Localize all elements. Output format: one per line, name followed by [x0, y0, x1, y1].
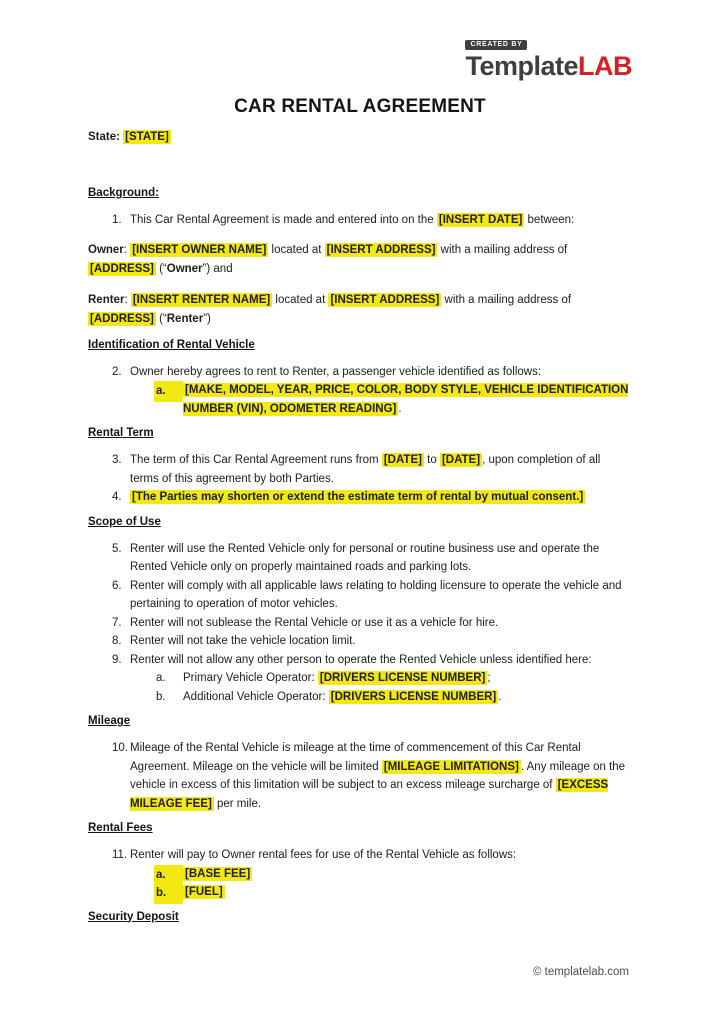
text-run: Renter will comply with all applicable laws relating to holding licensure to operate the vehicle and pertaining to operation of motor vehicles. — [130, 579, 622, 610]
list-marker: 9. — [112, 653, 122, 666]
list-item — [88, 669, 632, 688]
text-run: to — [423, 454, 440, 466]
placeholder-field: [BASE FEE] — [185, 867, 251, 880]
text-run: Mileage of the Rental Vehicle is mileage at the time of commencement of this Car Rental Agreement. Mileage on the vehicle will be limited — [130, 742, 581, 773]
list-item — [88, 632, 632, 651]
document-body — [88, 184, 632, 927]
section-heading: Scope of Use — [88, 515, 161, 528]
placeholder-field: [DATE] — [441, 454, 481, 466]
text-run: between: — [524, 214, 575, 226]
text-run: . — [398, 402, 402, 415]
list-marker: 10. — [112, 742, 128, 754]
header — [88, 0, 632, 81]
section-heading: Identification of Rental Vehicle — [88, 338, 255, 351]
section-identification — [88, 336, 632, 419]
logo-accent: LAB — [578, 51, 632, 81]
text-run: ”) and — [202, 263, 233, 275]
text-run: ; — [487, 672, 491, 684]
section-rental-term — [88, 424, 632, 507]
list-item — [88, 540, 632, 577]
list-marker: b. — [154, 883, 183, 904]
list-item — [88, 488, 632, 507]
placeholder-field: [INSERT DATE] — [438, 214, 523, 226]
text-run: Renter will not take the vehicle location limit. — [130, 635, 356, 647]
list-marker: b. — [156, 690, 166, 703]
section-security-deposit — [88, 908, 632, 927]
text-run: : — [123, 243, 131, 256]
list-item — [88, 739, 632, 813]
placeholder-field: [INSERT ADDRESS] — [330, 293, 440, 306]
bold-text: Owner — [166, 263, 203, 275]
bold-text: Owner — [88, 243, 124, 256]
text-run: Renter will use the Rented Vehicle only for personal or routine business use and operate the Rented Vehicle only on properly maintained roads and parking lots. — [130, 542, 600, 573]
text-run: , upon completion of all terms of this agreement by both Parties. — [130, 454, 601, 485]
list-marker: 3. — [112, 454, 122, 466]
list-marker: 11. — [112, 849, 128, 861]
placeholder-field: [MAKE, MODEL, YEAR, PRICE, COLOR, BODY STYLE, VEHICLE IDENTIFICATION NUMBER (VIN), ODOMETER READING] — [183, 384, 629, 415]
text-run: This Car Rental Agreement is made and entered into on the — [130, 214, 437, 226]
list-marker: 6. — [112, 579, 122, 592]
text-run: The term of this Car Rental Agreement runs from — [130, 454, 382, 466]
list-item — [88, 381, 632, 418]
placeholder-field: [EXCESS MILEAGE FEE] — [130, 779, 609, 810]
placeholder-field: [INSERT RENTER NAME] — [132, 293, 271, 306]
list-marker: a. — [154, 381, 183, 402]
section-heading: Rental Term — [88, 427, 154, 439]
text-run: with a mailing address of — [437, 243, 568, 256]
list-item — [88, 865, 632, 884]
state-placeholder-field: [STATE] — [125, 131, 169, 143]
templatelab-logo — [465, 33, 632, 81]
text-run: . — [498, 690, 502, 703]
section-heading: Security Deposit — [88, 910, 179, 923]
list-item — [88, 363, 632, 382]
list-item — [88, 688, 632, 707]
list-item — [88, 883, 632, 902]
text-run: per mile. — [213, 797, 262, 810]
state-line — [88, 128, 632, 147]
text-run: Owner hereby agrees to rent to Renter, a passenger vehicle identified as follows: — [130, 365, 542, 378]
list-marker: 7. — [112, 616, 122, 629]
paragraph — [88, 241, 632, 280]
list-item — [88, 211, 632, 230]
text-run: Additional Vehicle Operator: — [183, 690, 329, 703]
section-scope-of-use — [88, 513, 632, 707]
bold-text: Renter — [166, 313, 204, 325]
state-label: State: — [88, 131, 120, 143]
placeholder-field: [FUEL] — [185, 886, 223, 898]
list-marker: 4. — [112, 491, 122, 503]
list-marker: a. — [154, 865, 183, 886]
text-run: (“ — [155, 263, 167, 275]
text-run: : — [124, 293, 131, 306]
text-run: Renter will pay to Owner rental fees for use of the Rental Vehicle as follows: — [130, 849, 517, 861]
text-run: with a mailing address of — [441, 293, 572, 306]
section-heading: Rental Fees — [88, 822, 153, 834]
text-run: ”) — [203, 313, 211, 325]
section-mileage — [88, 712, 632, 813]
text-run: Primary Vehicle Operator: — [183, 672, 318, 684]
logo-primary: Template — [465, 51, 578, 81]
page-title: CAR RENTAL AGREEMENT — [234, 96, 486, 117]
list-marker: 5. — [112, 542, 122, 555]
section-rental-fees — [88, 819, 632, 902]
text-run: Renter will not sublease the Rental Vehicle or use it as a vehicle for hire. — [130, 616, 499, 629]
placeholder-field: [DRIVERS LICENSE NUMBER] — [330, 690, 497, 703]
placeholder-field: [DRIVERS LICENSE NUMBER] — [319, 672, 486, 684]
list-marker: a. — [156, 672, 166, 684]
text-run: Renter will not allow any other person to operate the Rented Vehicle unless identified here: — [130, 653, 592, 666]
list-item — [88, 846, 632, 865]
list-item — [88, 651, 632, 670]
placeholder-field: [INSERT OWNER NAME] — [132, 243, 267, 256]
placeholder-field: [The Parties may shorten or extend the estimate term of rental by mutual consent.] — [132, 491, 584, 503]
section-heading: Background: — [88, 187, 159, 199]
logo-text — [465, 52, 632, 81]
text-run: located at — [268, 243, 325, 256]
placeholder-field: [DATE] — [383, 454, 422, 466]
list-item — [88, 614, 632, 633]
placeholder-field: [ADDRESS] — [90, 313, 154, 325]
list-marker: 1. — [112, 214, 122, 226]
bold-text: Renter — [88, 293, 125, 306]
text-run: . Any mileage on the vehicle in excess of this limitation will be subject to an excess mileage surcharge of — [130, 760, 626, 791]
text-run: (“ — [155, 313, 167, 325]
paragraph — [88, 291, 632, 330]
page-footer: © templatelab.com — [532, 966, 629, 978]
placeholder-field: [INSERT ADDRESS] — [326, 243, 436, 256]
section-heading: Mileage — [88, 715, 131, 727]
logo-created-by-badge: CREATED BY — [465, 40, 527, 50]
list-marker: 8. — [112, 635, 122, 647]
list-item — [88, 577, 632, 614]
placeholder-field: [ADDRESS] — [90, 263, 154, 275]
section-background — [88, 184, 632, 330]
list-marker: 2. — [112, 365, 122, 378]
text-run: located at — [272, 293, 329, 306]
list-item — [88, 451, 632, 488]
placeholder-field: [MILEAGE LIMITATIONS] — [383, 760, 519, 773]
